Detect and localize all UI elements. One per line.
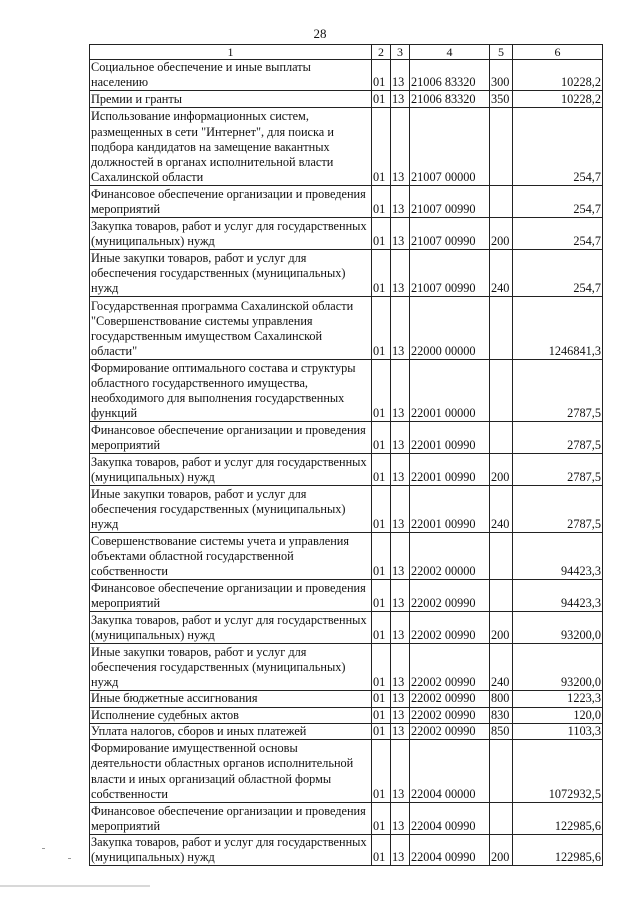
section-code: 01 — [372, 60, 391, 91]
section-code: 01 — [372, 803, 391, 835]
budget-table — [89, 44, 603, 866]
scan-smudge — [0, 885, 150, 887]
amount: 120,0 — [513, 707, 603, 723]
amount: 254,7 — [513, 218, 603, 250]
section-code: 01 — [372, 250, 391, 297]
amount: 94423,3 — [513, 580, 603, 612]
scan-mark — [42, 848, 45, 849]
target-article-code: 22001 00990 — [410, 454, 490, 486]
section-code: 01 — [372, 186, 391, 218]
table-row — [90, 108, 603, 186]
section-code: 01 — [372, 644, 391, 691]
table-row — [90, 612, 603, 644]
table-row — [90, 186, 603, 218]
expense-type-code: 200 — [490, 835, 513, 866]
subsection-code: 13 — [391, 108, 410, 186]
subsection-code: 13 — [391, 723, 410, 739]
expense-type-code — [490, 580, 513, 612]
amount: 2787,5 — [513, 486, 603, 533]
section-code: 01 — [372, 91, 391, 108]
amount: 254,7 — [513, 108, 603, 186]
row-name: Финансовое обеспечение организации и проведения мероприятий — [90, 580, 372, 612]
section-code: 01 — [372, 486, 391, 533]
expense-type-code: 300 — [490, 60, 513, 91]
row-name: Закупка товаров, работ и услуг для государственных (муниципальных) нужд — [90, 454, 372, 486]
row-name: Иные бюджетные ассигнования — [90, 691, 372, 707]
subsection-code: 13 — [391, 486, 410, 533]
target-article-code: 21006 83320 — [410, 91, 490, 108]
amount: 93200,0 — [513, 644, 603, 691]
section-code: 01 — [372, 691, 391, 707]
scan-mark — [68, 858, 71, 859]
target-article-code: 22001 00990 — [410, 422, 490, 454]
amount: 1072932,5 — [513, 740, 603, 803]
target-article-code: 22001 00990 — [410, 486, 490, 533]
expense-type-code — [490, 108, 513, 186]
row-name: Иные закупки товаров, работ и услуг для обеспечения государственных (муниципальных) нужд — [90, 250, 372, 297]
target-article-code: 22002 00990 — [410, 644, 490, 691]
expense-type-code: 240 — [490, 644, 513, 691]
target-article-code: 22004 00990 — [410, 803, 490, 835]
amount: 93200,0 — [513, 612, 603, 644]
amount: 1103,3 — [513, 723, 603, 739]
expense-type-code — [490, 740, 513, 803]
subsection-code: 13 — [391, 218, 410, 250]
target-article-code: 22000 00000 — [410, 297, 490, 360]
expense-type-code — [490, 422, 513, 454]
target-article-code: 22002 00990 — [410, 707, 490, 723]
row-name: Уплата налогов, сборов и иных платежей — [90, 723, 372, 739]
expense-type-code: 240 — [490, 250, 513, 297]
row-name: Закупка товаров, работ и услуг для государственных (муниципальных) нужд — [90, 218, 372, 250]
target-article-code: 22004 00990 — [410, 835, 490, 866]
amount: 254,7 — [513, 250, 603, 297]
section-code: 01 — [372, 218, 391, 250]
expense-type-code — [490, 186, 513, 218]
amount: 10228,2 — [513, 91, 603, 108]
row-name: Закупка товаров, работ и услуг для государственных (муниципальных) нужд — [90, 835, 372, 866]
expense-type-code: 200 — [490, 218, 513, 250]
subsection-code: 13 — [391, 360, 410, 422]
table-row — [90, 360, 603, 422]
table-row — [90, 250, 603, 297]
column-number: 6 — [513, 45, 603, 60]
row-name: Закупка товаров, работ и услуг для государственных (муниципальных) нужд — [90, 612, 372, 644]
section-code: 01 — [372, 360, 391, 422]
target-article-code: 21007 00990 — [410, 186, 490, 218]
amount: 122985,6 — [513, 835, 603, 866]
table-row — [90, 297, 603, 360]
column-number: 2 — [372, 45, 391, 60]
target-article-code: 21007 00990 — [410, 250, 490, 297]
row-name: Формирование имущественной основы деятельности областных органов исполнительной власти и иных организаций областной формы собственности — [90, 740, 372, 803]
expense-type-code: 200 — [490, 612, 513, 644]
table-row — [90, 803, 603, 835]
amount: 94423,3 — [513, 533, 603, 580]
target-article-code: 22002 00990 — [410, 691, 490, 707]
row-name: Исполнение судебных актов — [90, 707, 372, 723]
subsection-code: 13 — [391, 707, 410, 723]
row-name: Формирование оптимального состава и структуры областного государственного имущества, необходимого для выполнения государственных функций — [90, 360, 372, 422]
amount: 2787,5 — [513, 360, 603, 422]
section-code: 01 — [372, 723, 391, 739]
expense-type-code: 850 — [490, 723, 513, 739]
subsection-code: 13 — [391, 740, 410, 803]
expense-type-code: 830 — [490, 707, 513, 723]
table-row — [90, 454, 603, 486]
target-article-code: 22002 00990 — [410, 612, 490, 644]
section-code: 01 — [372, 580, 391, 612]
row-name: Иные закупки товаров, работ и услуг для обеспечения государственных (муниципальных) нужд — [90, 644, 372, 691]
row-name: Финансовое обеспечение организации и проведения мероприятий — [90, 803, 372, 835]
target-article-code: 21006 83320 — [410, 60, 490, 91]
subsection-code: 13 — [391, 60, 410, 91]
section-code: 01 — [372, 740, 391, 803]
expense-type-code: 350 — [490, 91, 513, 108]
amount: 2787,5 — [513, 454, 603, 486]
table-row — [90, 60, 603, 91]
expense-type-code: 240 — [490, 486, 513, 533]
row-name: Государственная программа Сахалинской области "Совершенствование системы управления государственным имуществом Сахалинской области" — [90, 297, 372, 360]
table-row — [90, 835, 603, 866]
table-row — [90, 707, 603, 723]
column-number: 5 — [490, 45, 513, 60]
row-name: Премии и гранты — [90, 91, 372, 108]
target-article-code: 22004 00000 — [410, 740, 490, 803]
table-row — [90, 91, 603, 108]
row-name: Социальное обеспечение и иные выплаты населению — [90, 60, 372, 91]
subsection-code: 13 — [391, 422, 410, 454]
subsection-code: 13 — [391, 250, 410, 297]
section-code: 01 — [372, 612, 391, 644]
subsection-code: 13 — [391, 835, 410, 866]
section-code: 01 — [372, 707, 391, 723]
subsection-code: 13 — [391, 186, 410, 218]
amount: 1223,3 — [513, 691, 603, 707]
expense-type-code — [490, 803, 513, 835]
table-row — [90, 533, 603, 580]
column-number: 3 — [391, 45, 410, 60]
amount: 1246841,3 — [513, 297, 603, 360]
row-name: Финансовое обеспечение организации и проведения мероприятий — [90, 422, 372, 454]
target-article-code: 22002 00990 — [410, 723, 490, 739]
table-row — [90, 218, 603, 250]
column-number: 1 — [90, 45, 372, 60]
column-number: 4 — [410, 45, 490, 60]
subsection-code: 13 — [391, 612, 410, 644]
subsection-code: 13 — [391, 297, 410, 360]
target-article-code: 22002 00990 — [410, 580, 490, 612]
page-number: 28 — [313, 26, 327, 41]
subsection-code: 13 — [391, 454, 410, 486]
row-name: Совершенствование системы учета и управления объектами областной государственной собственности — [90, 533, 372, 580]
row-name: Иные закупки товаров, работ и услуг для обеспечения государственных (муниципальных) нужд — [90, 486, 372, 533]
amount: 122985,6 — [513, 803, 603, 835]
row-name: Финансовое обеспечение организации и проведения мероприятий — [90, 186, 372, 218]
table-row — [90, 644, 603, 691]
target-article-code: 21007 00990 — [410, 218, 490, 250]
row-name: Использование информационных систем, размещенных в сети "Интернет", для поиска и подбора кандидатов на замещение вакантных должностей в органах исполнительной власти Сахалинской области — [90, 108, 372, 186]
amount: 254,7 — [513, 186, 603, 218]
section-code: 01 — [372, 422, 391, 454]
section-code: 01 — [372, 454, 391, 486]
budget-table-body — [90, 45, 603, 866]
target-article-code: 22002 00000 — [410, 533, 490, 580]
expense-type-code: 800 — [490, 691, 513, 707]
table-row — [90, 422, 603, 454]
target-article-code: 22001 00000 — [410, 360, 490, 422]
subsection-code: 13 — [391, 691, 410, 707]
section-code: 01 — [372, 108, 391, 186]
table-row — [90, 723, 603, 739]
table-row — [90, 691, 603, 707]
amount: 10228,2 — [513, 60, 603, 91]
subsection-code: 13 — [391, 91, 410, 108]
section-code: 01 — [372, 835, 391, 866]
column-number-row — [90, 45, 603, 60]
section-code: 01 — [372, 533, 391, 580]
amount: 2787,5 — [513, 422, 603, 454]
subsection-code: 13 — [391, 803, 410, 835]
table-row — [90, 740, 603, 803]
subsection-code: 13 — [391, 644, 410, 691]
table-row — [90, 486, 603, 533]
expense-type-code — [490, 297, 513, 360]
table-row — [90, 580, 603, 612]
subsection-code: 13 — [391, 580, 410, 612]
subsection-code: 13 — [391, 533, 410, 580]
expense-type-code — [490, 360, 513, 422]
target-article-code: 21007 00000 — [410, 108, 490, 186]
expense-type-code — [490, 533, 513, 580]
expense-type-code: 200 — [490, 454, 513, 486]
section-code: 01 — [372, 297, 391, 360]
